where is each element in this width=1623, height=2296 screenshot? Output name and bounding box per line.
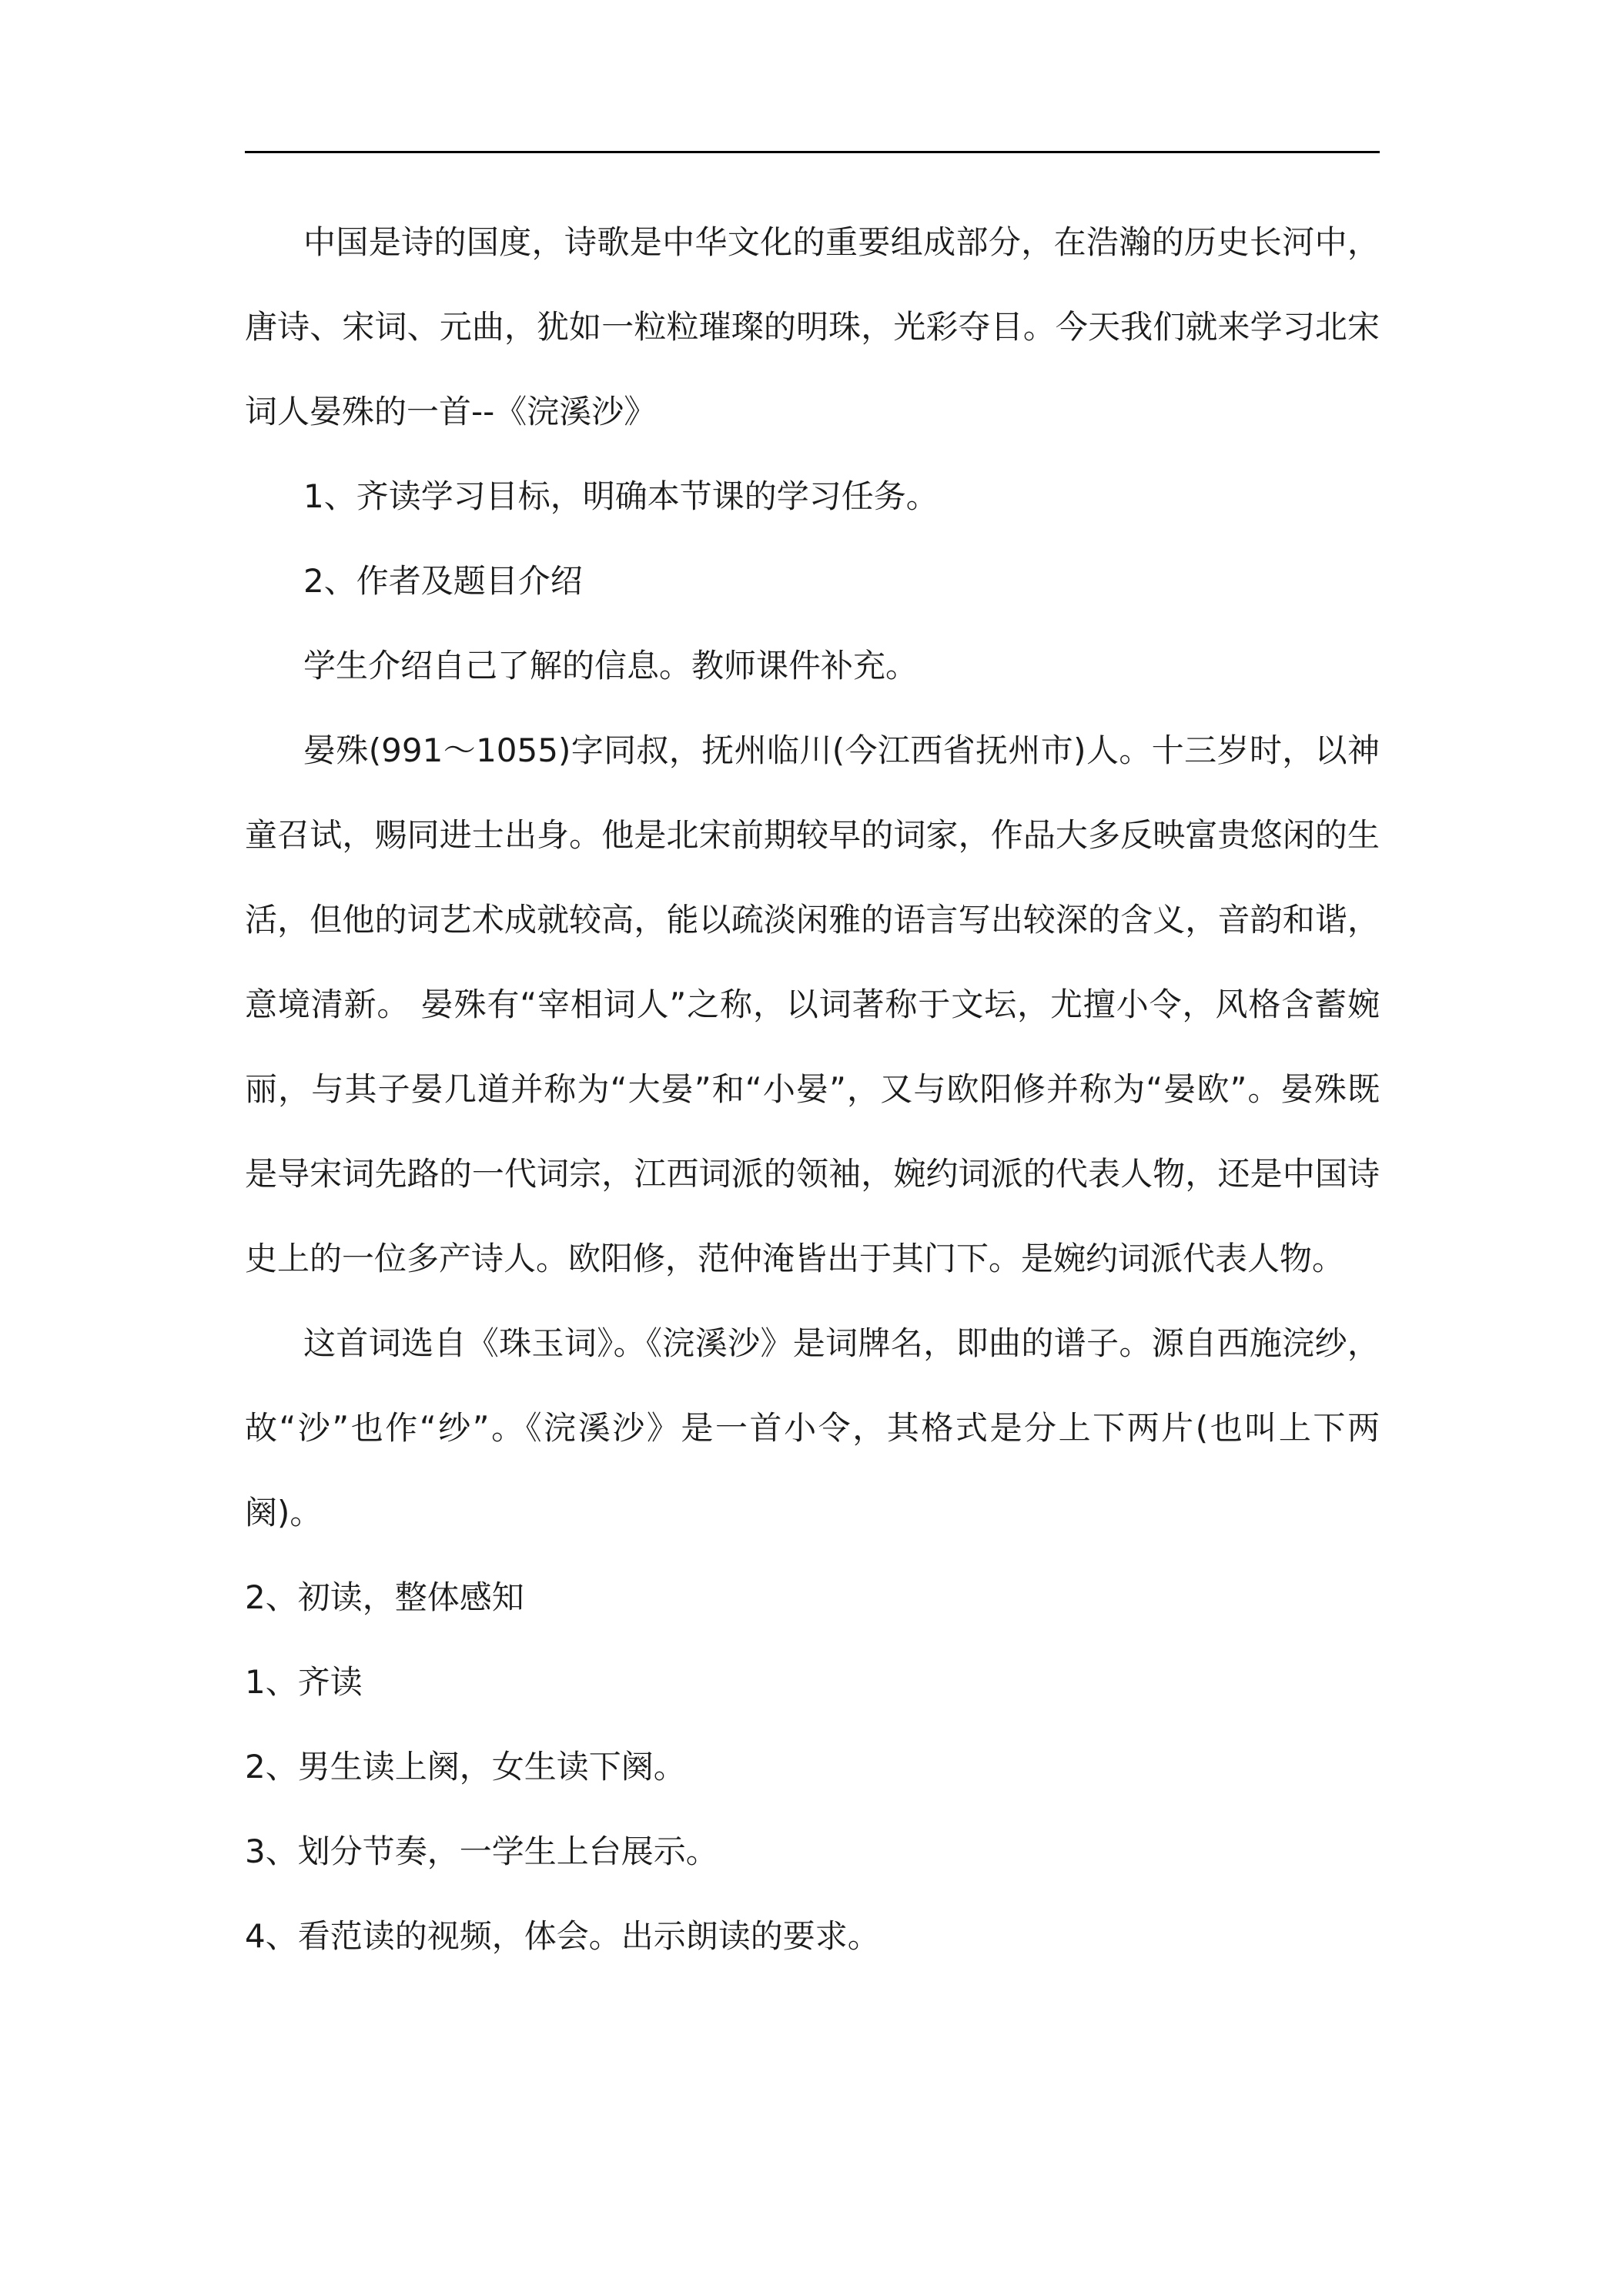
- header-rule: [245, 151, 1380, 153]
- list-item-rhythm: 3、划分节奏，一学生上台展示。: [245, 1832, 718, 1870]
- paragraph-step-goals: 1、齐读学习目标，明确本节课的学习任务。: [303, 477, 939, 515]
- list-item-boys-girls-read: 2、男生读上阕，女生读下阕。: [245, 1748, 686, 1786]
- paragraph-poem-source: 这首词选自《珠玉词》。《浣溪沙》是词牌名，即曲的谱子。源自西施浣纱，故“沙”也作“纱”。《浣溪沙》是一首小令，其格式是分上下两片(也叫上下两阕)。: [245, 1324, 1380, 1531]
- document-body: [245, 200, 1380, 1979]
- paragraph-step-author: 2、作者及题目介绍: [303, 562, 583, 600]
- paragraph-intro: 中国是诗的国度，诗歌是中华文化的重要组成部分，在浩瀚的历史长河中，唐诗、宋词、元曲，犹如一粒粒璀璨的明珠，光彩夺目。今天我们就来学习北宋词人晏殊的一首--《浣溪沙》: [245, 223, 1380, 430]
- heading-first-reading: 2、初读，整体感知: [245, 1578, 524, 1616]
- paragraph-student-intro: 学生介绍自己了解的信息。教师课件补充。: [303, 647, 919, 684]
- paragraph-author-bio: 晏殊(991～1055)字同叔，抚州临川(今江西省抚州市)人。十三岁时，以神童召试，赐同进士出身。他是北宋前期较早的词家，作品大多反映富贵悠闲的生活，但他的词艺术成就较高，能以疏淡闲雅的语言写出较深的含义，音韵和谐，意境清新。 晏殊有“宰相词人”之称，以词著称于文坛，尤擅小令，风格含蓄婉丽，与其子晏几道并称为“大晏”和“小晏”，又与欧阳修并称为“晏欧”。晏殊既是导宋词先路的一代词宗，江西词派的领袖，婉约词派的代表人物，还是中国诗史上的一位多产诗人。欧阳修，范仲淹皆出于其门下。是婉约词派代表人物。: [245, 731, 1380, 1277]
- list-item-video: 4、看范读的视频，体会。出示朗读的要求。: [245, 1917, 880, 1955]
- list-item-read-together: 1、齐读: [245, 1663, 363, 1701]
